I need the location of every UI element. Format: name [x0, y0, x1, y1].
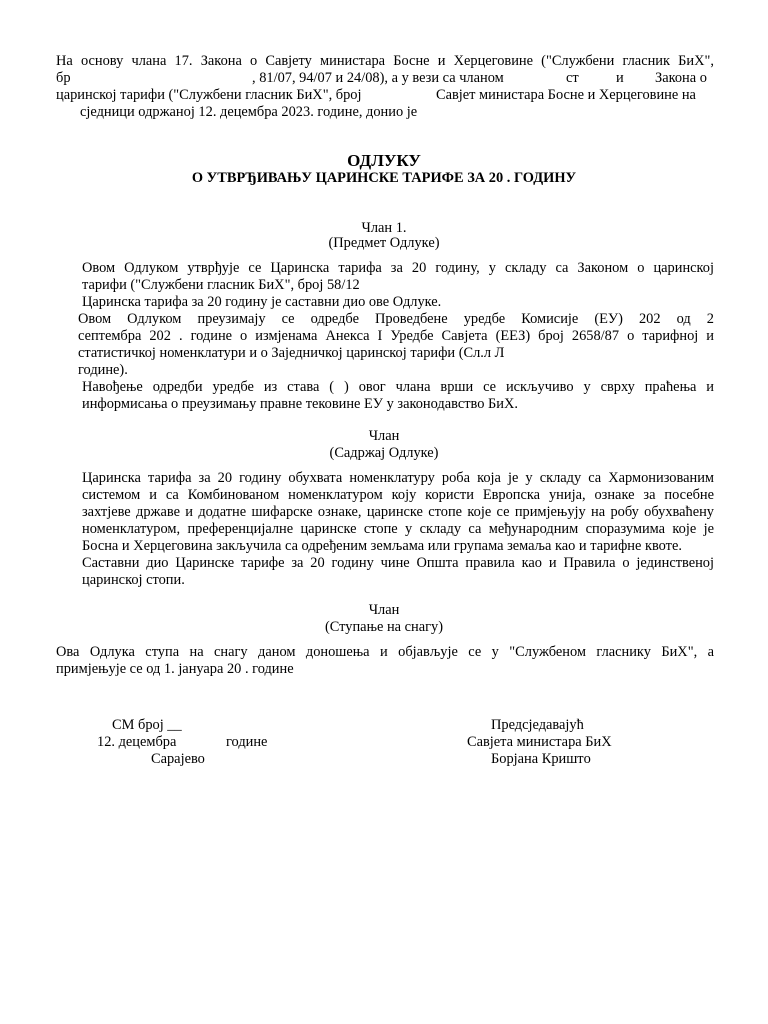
article-1-p1-line-1: Овом Одлуком утврђује се Царинска тарифа за 20 годину, у складу са Законом о царинској: [82, 260, 714, 276]
article-1-p3-line-1: Овом Одлуком преузимају се одредбе Проведбене уредбе Комисије (ЕУ) 202 од 2: [78, 311, 714, 327]
article-1-p3-line-3: статистичкој номенклатури и о Заједничкој царинској тарифи (Сл.л Л: [78, 345, 505, 361]
preamble-line-1: На основу члана 17. Закона о Савјету министара Босне и Херцеговине ("Службени гласник БиХ",: [56, 53, 714, 69]
article-2-p1-line-3: захтјеве државе и додатне шифарске ознаке, царинске стопе које се примјењују на робу обухваћену: [82, 504, 714, 520]
cm-number: СМ број __: [112, 717, 182, 733]
article-1-p1-line-2: тарифи ("Службени гласник БиХ", број 58/12: [82, 277, 360, 293]
article-2-p1-line-4: номенклатуром, преференцијалне царинске стопе у складу са међународним споразумима које је: [82, 521, 714, 537]
article-2-name: (Садржај Одлуке): [329, 445, 439, 461]
article-1-p3-line-4: године).: [78, 362, 128, 378]
article-2-p1-line-2: системом и са Комбинованом номенклатуром коју користи Европска унија, ознаке за посебне: [82, 487, 714, 503]
article-1-heading: Члан 1.: [361, 220, 407, 236]
preamble-line-2a: бр: [56, 70, 71, 86]
preamble-line-2e: Закона о: [655, 70, 707, 86]
document-subtitle: О УТВРЂИВАЊУ ЦАРИНСКЕ ТАРИФЕ ЗА 20 . ГОДИНУ: [191, 170, 577, 186]
city: Сарајево: [151, 751, 205, 767]
preamble-line-2d: и: [616, 70, 624, 86]
document-title: ОДЛУКУ: [347, 151, 421, 170]
preamble-line-2c: ст: [566, 70, 579, 86]
date-line-b: године: [226, 734, 268, 750]
article-2-p1-line-5: Босна и Херцеговина закључила са одређеним земљама или групама земаља као и тарифне квоте.: [82, 538, 682, 554]
signatory-name: Борјана Криштo: [491, 751, 591, 767]
article-1-name: (Предмет Одлуке): [328, 235, 440, 251]
article-3-p1-line-2: примјењује се од 1. јануара 20 . године: [56, 661, 294, 677]
article-3-p1-line-1: Ова Одлука ступа на снагу даном доношења и објављује се у "Службеном гласнику БиХ", а: [56, 644, 714, 660]
preamble-line-3a: царинској тарифи ("Службени гласник БиХ", број: [56, 87, 362, 103]
article-3-heading: Члан: [368, 602, 400, 618]
article-2-p2-line-2: царинској стопи.: [82, 572, 185, 588]
article-2-p1-line-1: Царинска тарифа за 20 годину обухвата номенклатуру роба која је у складу са Хармонизованим: [82, 470, 714, 486]
preamble-line-2b: , 81/07, 94/07 и 24/08), а у вези са чланом: [252, 70, 504, 86]
article-3-name: (Ступање на снагу): [324, 619, 444, 635]
signatory-title: Предсједавајућ: [491, 717, 584, 733]
preamble-line-4: сједници одржаној 12. децембра 2023. године, донио је: [80, 104, 418, 120]
article-1-p4-line-2: информисања о преузимању правне тековине ЕУ у законодавство БиХ.: [82, 396, 518, 412]
preamble-line-3b: Савјет министара Босне и Херцеговине на: [436, 87, 696, 103]
signatory-council: Савјета министара БиХ: [467, 734, 612, 750]
article-2-heading: Члан: [368, 428, 400, 444]
date-line-a: 12. децембра: [97, 734, 177, 750]
article-1-p2: Царинска тарифа за 20 годину је саставни дио ове Одлуке.: [82, 294, 442, 310]
article-2-p2-line-1: Саставни дио Царинске тарифе за 20 годину чине Општа правила као и Правила о јединственој: [82, 555, 714, 571]
article-1-p4-line-1: Навођење одредби уредбе из става ( ) овог члана врши се искључиво у сврху праћења и: [82, 379, 714, 395]
article-1-p3-line-2: септембра 202 . године о измјенама Анекса I Уредбе Савјета (ЕЕЗ) број 2658/87 о тарифној и: [78, 328, 714, 344]
